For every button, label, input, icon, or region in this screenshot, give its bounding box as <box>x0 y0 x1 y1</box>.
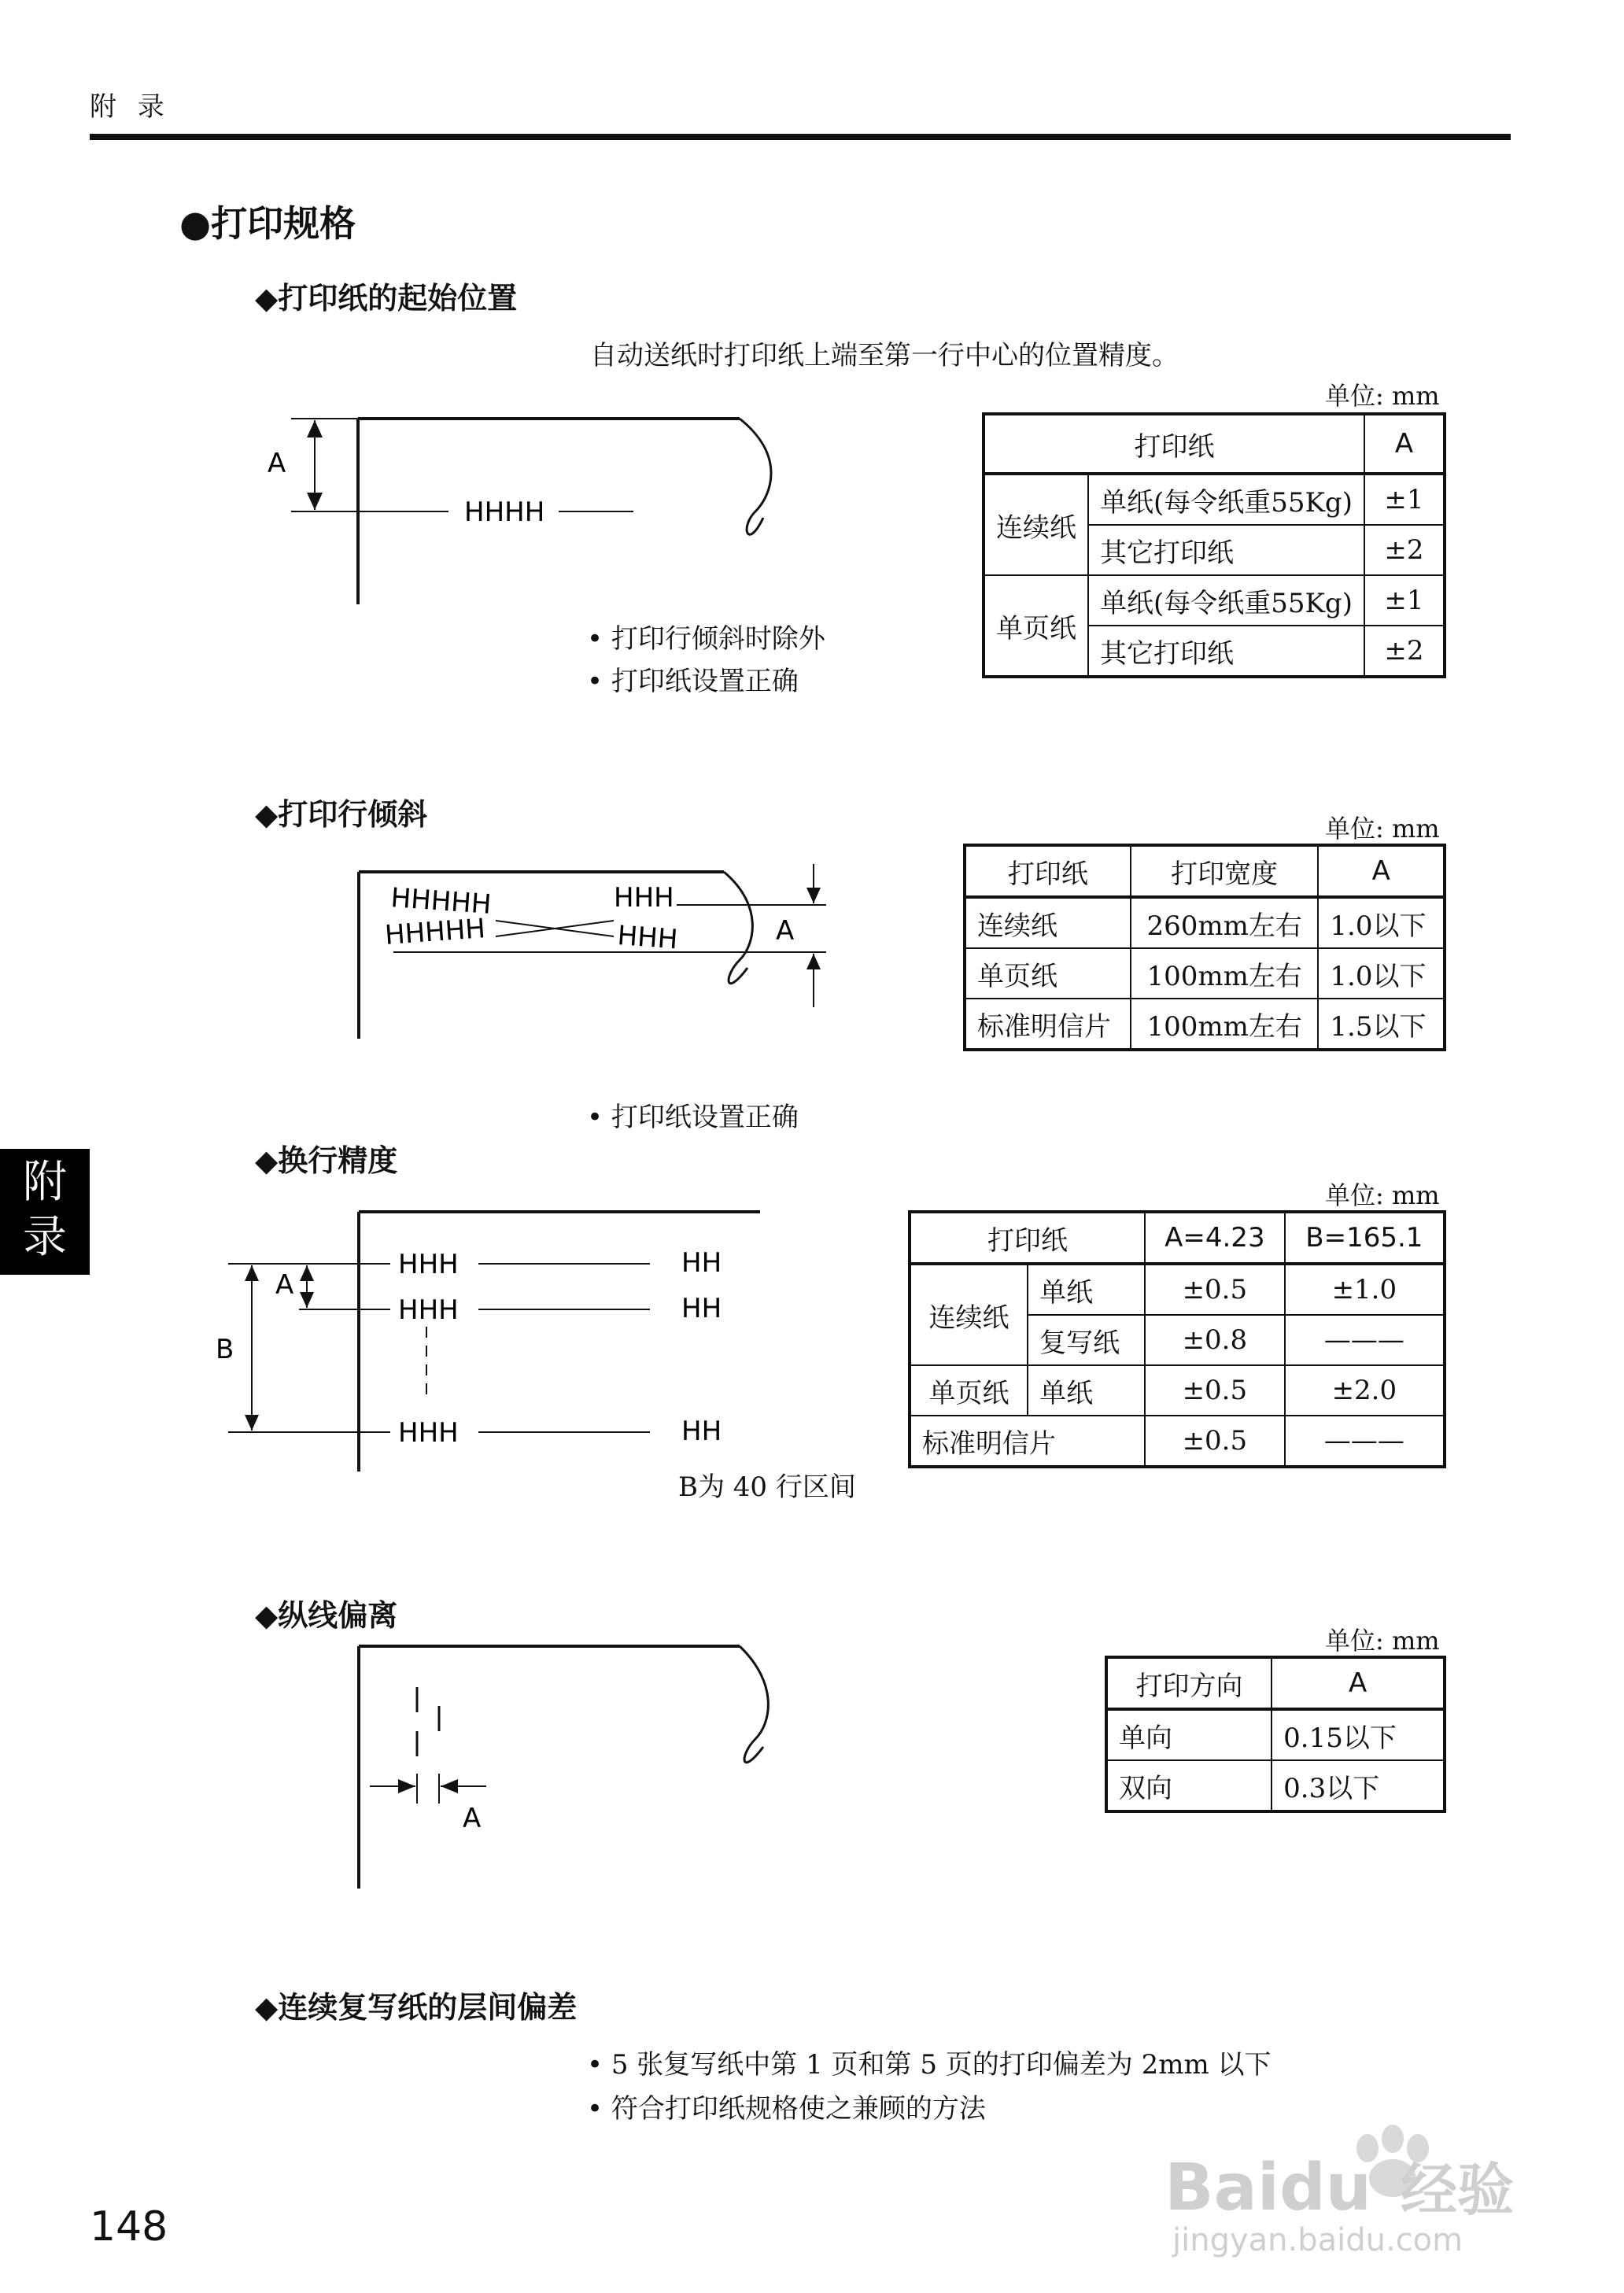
page-header: 附 录 <box>90 91 171 123</box>
sec3-cell: ±0.5 <box>1145 1264 1285 1315</box>
sec1-unit: 单位: mm <box>1325 381 1440 411</box>
sec1-cell: 其它打印纸 <box>1088 626 1364 677</box>
sec1-cell: 单纸(每令纸重55Kg) <box>1088 474 1364 525</box>
sec2-cell: 连续纸 <box>965 897 1131 948</box>
page-number: 148 <box>90 2203 168 2251</box>
side-tab-char-1: 附 <box>23 1157 67 1208</box>
sec3-note: B为 40 行区间 <box>678 1471 856 1503</box>
sec4-cell: 0.3以下 <box>1272 1760 1445 1811</box>
sec2-heading: ◆打印行倾斜 <box>255 796 428 832</box>
sec4-th-direction: 打印方向 <box>1106 1657 1272 1709</box>
baidu-watermark <box>1164 2117 1574 2258</box>
sec3-th-b: B=165.1 <box>1285 1212 1445 1264</box>
sec1-heading: ◆打印纸的起始位置 <box>255 280 518 316</box>
appendix-side-tab <box>0 1149 90 1275</box>
sec2-th-width: 打印宽度 <box>1131 845 1319 897</box>
sec4-cell: 0.15以下 <box>1272 1709 1445 1760</box>
sec2-cell: 标准明信片 <box>965 999 1131 1050</box>
sec1-table <box>982 412 1446 678</box>
sec3-group-2: 单页纸 <box>910 1365 1028 1416</box>
sec1-note-1: • 打印行倾斜时除外 <box>587 623 825 655</box>
sec3-cell: ±0.8 <box>1145 1315 1285 1365</box>
sec1-cell: ±1 <box>1364 575 1445 626</box>
sec1-cell: ±2 <box>1364 525 1445 575</box>
sec2-t3: HHHHH <box>383 913 487 951</box>
sec2-cell: 100mm左右 <box>1131 999 1319 1050</box>
sec2-th-paper: 打印纸 <box>965 845 1131 897</box>
sec5-note-2: • 符合打印纸规格使之兼顾的方法 <box>587 2093 986 2125</box>
sec2-table <box>963 844 1446 1051</box>
sec1-th-paper: 打印纸 <box>984 414 1364 474</box>
watermark-jingyan: 经验 <box>1401 2157 1515 2223</box>
sec1-cell: 其它打印纸 <box>1088 525 1364 575</box>
sec1-description: 自动送纸时打印纸上端至第一行中心的位置精度。 <box>590 340 1179 371</box>
sec3-r3: HH <box>681 1416 722 1447</box>
sec2-cell: 单页纸 <box>965 948 1131 999</box>
sec3-r1: HH <box>681 1247 722 1279</box>
sec1-group-2: 单页纸 <box>984 575 1088 677</box>
sec2-t4: HHH <box>616 920 679 956</box>
sec4-cell: 单向 <box>1106 1709 1272 1760</box>
sec3-group-1: 连续纸 <box>910 1264 1028 1365</box>
sec3-cell: ±0.5 <box>1145 1416 1285 1467</box>
section-title: ●打印规格 <box>179 202 356 245</box>
sec4-cell: 双向 <box>1106 1760 1272 1811</box>
sec4-diagram <box>346 1629 787 1896</box>
sec2-note: • 打印纸设置正确 <box>587 1102 799 1133</box>
sec1-cell: ±2 <box>1364 626 1445 677</box>
sec3-cell: ——— <box>1285 1416 1445 1467</box>
sec3-label-b: B <box>216 1334 234 1365</box>
watermark-baidu: Baidu <box>1164 2151 1372 2225</box>
watermark-url: jingyan.baidu.com <box>1172 2222 1463 2258</box>
sec2-t2: HHH <box>614 882 674 914</box>
sec3-cell: ——— <box>1285 1315 1445 1365</box>
sec3-unit: 单位: mm <box>1325 1180 1440 1210</box>
sec3-th-paper: 打印纸 <box>910 1212 1145 1264</box>
sec3-r2: HH <box>681 1293 722 1324</box>
sec4-unit: 单位: mm <box>1325 1626 1440 1656</box>
sec4-th-a: A <box>1272 1657 1445 1709</box>
sec1-note-2: • 打印纸设置正确 <box>587 666 799 697</box>
sec3-table <box>908 1210 1446 1468</box>
header-rule <box>90 134 1511 140</box>
sec1-cell: 单纸(每令纸重55Kg) <box>1088 575 1364 626</box>
sec1-diagram <box>236 393 803 630</box>
sec1-hhhh: HHHH <box>464 497 545 528</box>
side-tab-char-2: 录 <box>23 1212 67 1263</box>
sec2-cell: 260mm左右 <box>1131 897 1319 948</box>
sec3-cell: ±0.5 <box>1145 1365 1285 1416</box>
sec5-heading: ◆连续复写纸的层间偏差 <box>255 1989 578 2025</box>
sec3-diagram <box>205 1196 787 1479</box>
sec2-t1: HHHHH <box>389 882 493 921</box>
sec2-cell: 1.0以下 <box>1318 897 1445 948</box>
sec3-cell: 单纸 <box>1028 1365 1145 1416</box>
sec2-label-a: A <box>776 915 795 947</box>
sec2-diagram <box>330 826 834 1054</box>
sec5-note-1: • 5 张复写纸中第 1 页和第 5 页的打印偏差为 2mm 以下 <box>587 2049 1272 2081</box>
sec2-cell: 1.0以下 <box>1318 948 1445 999</box>
sec3-heading: ◆换行精度 <box>255 1143 398 1178</box>
sec3-cell: 复写纸 <box>1028 1315 1145 1365</box>
sec4-table <box>1105 1656 1446 1813</box>
sec1-group-1: 连续纸 <box>984 474 1088 575</box>
sec3-l2: HHH <box>398 1294 459 1326</box>
sec3-cell: ±2.0 <box>1285 1365 1445 1416</box>
sec2-unit: 单位: mm <box>1325 814 1440 844</box>
sec1-th-a: A <box>1364 414 1445 474</box>
sec3-l3: HHH <box>398 1417 459 1449</box>
sec2-cell: 1.5以下 <box>1318 999 1445 1050</box>
sec4-heading: ◆纵线偏离 <box>255 1597 398 1633</box>
sec1-label-a: A <box>268 448 286 479</box>
sec4-label-a: A <box>463 1803 482 1834</box>
sec3-cell: 单纸 <box>1028 1264 1145 1315</box>
sec2-th-a: A <box>1318 845 1445 897</box>
sec3-l1: HHH <box>398 1249 459 1280</box>
sec2-cell: 100mm左右 <box>1131 948 1319 999</box>
sec3-label-a: A <box>275 1269 294 1301</box>
sec3-cell: 标准明信片 <box>910 1416 1145 1467</box>
sec3-th-a: A=4.23 <box>1145 1212 1285 1264</box>
sec3-cell: ±1.0 <box>1285 1264 1445 1315</box>
sec1-cell: ±1 <box>1364 474 1445 525</box>
